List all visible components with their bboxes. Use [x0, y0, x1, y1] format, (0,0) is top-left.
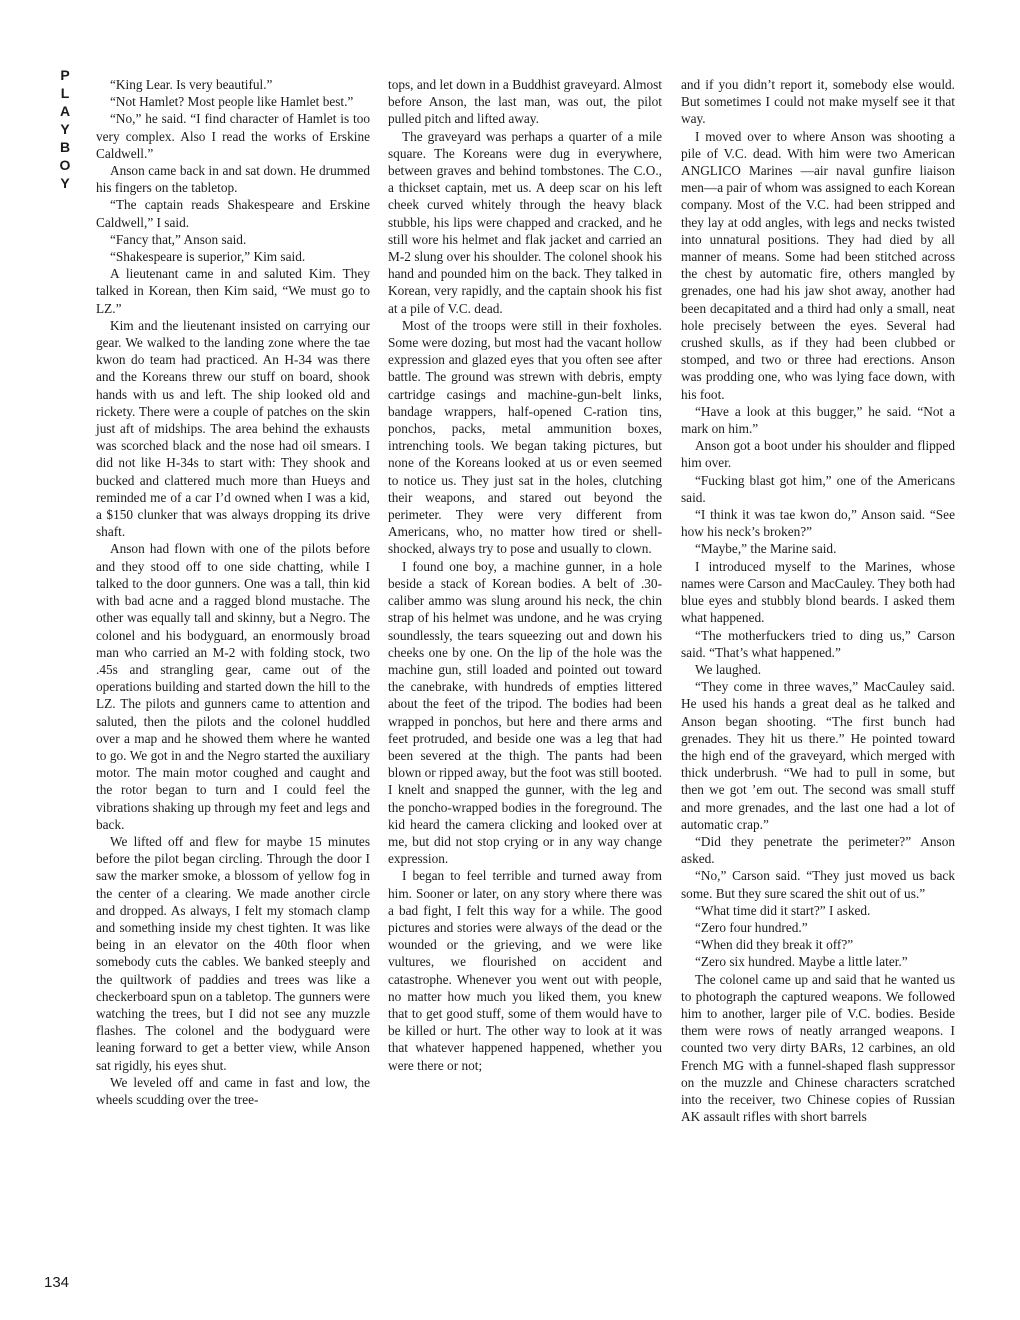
magazine-masthead-vertical — [50, 66, 80, 192]
paragraph: Anson had flown with one of the pilots before and they stood off to one side chatting, while I talked to the door gunners. One was a tall, thin kid with bad acne and a ragged blond mustache. The other was equally tall and skinny, but a Negro. The colonel and his bodyguard, an enormously broad man who carried an M-2 with folding stock, two .45s and strangling gear, came out of the operations building and started down the hill to the LZ. The pilots and gunners came to attention and saluted, then the pilots and the colonel huddled over a map and he showed them where he wanted to go. We got in and the Negro started the auxiliary motor. The main motor coughed and caught and the rotor began to turn and I could feel the vibrations shaking up through my feet and legs and back. — [96, 541, 370, 832]
paragraph: “What time did it start?” I asked. — [695, 902, 871, 918]
paragraph: “Fucking blast got him,” one of the Americans said. — [681, 472, 955, 505]
paragraph: We laughed. — [695, 661, 762, 677]
paragraph: “They come in three waves,” MacCauley said. He used his hands a great deal as he talked and Anson began shooting. “The first bunch had grenades. They hit us there.” He pointed toward the high end of the graveyard, which merged with thick underbrush. “We had to pull in some, but then we got ’em out. The second was small stuff and more grenades, and the last one had a lot of automatic crap.” — [681, 679, 955, 832]
paragraph: “King Lear. Is very beautiful.” — [110, 77, 273, 92]
paragraph: “Have a look at this bugger,” he said. “Not a mark on him.” — [681, 403, 955, 437]
paragraph: Anson came back in and sat down. He drummed his fingers on the tabletop. — [96, 163, 370, 196]
paragraph: I found one boy, a machine gunner, in a hole beside a stack of Korean bodies. A belt of .30-caliber ammo was slung around his neck, the chin strap of his helmet was undone, and he was crying soundlessly, the tears squeezing out and down his cheeks one by one. On the lip of the hole was the machine gun, still loaded and pointed out toward the canebrake, with hundreds of empties littered about the feet of the tripod. The bodies had been wrapped in ponchos, but here and there arms and feet protruded, and beside one was a leg that had been severed at the thigh. The pants had been blown or ripped away, but the foot was still booted. I knelt and snapped the gunner, with the leg and the poncho-wrapped bodies in the foreground. The kid heard the camera clicking and looked over at me, but did not stop crying or in any way change expression. — [388, 558, 662, 867]
paragraph: “Shakespeare is superior,” Kim said. — [110, 249, 306, 265]
paragraph: “I think it was tae kwon do,” Anson said. “See how his neck’s broken?” — [681, 507, 955, 540]
paragraph: I introduced myself to the Marines, whose names were Carson and MacCauley. They both had blue eyes and stubbly blond beards. I asked them what happened. — [681, 558, 955, 626]
masthead-letter: A — [59, 103, 71, 119]
paragraph: “Maybe,” the Marine said. — [695, 541, 837, 557]
masthead-letter: B — [59, 139, 71, 155]
paragraph: We lifted off and flew for maybe 15 minutes before the pilot began circling. Through the door I saw the marker smoke, a blossom of yellow fog in the center of a clearing. We made another circle and dropped. As always, I felt my stomach clamp and something inside my chest tighten. It was like being in an elevator on the 40th floor when somebody cuts the cables. We banked steeply and the quiltwork of paddies and trees was like a checkerboard spun on a tabletop. The gunners were watching the trees, but I did not see any muzzle flashes. The colonel and the bodyguard were leaning forward to get a better view, while Anson sat rigidly, his eyes shut. — [96, 833, 370, 1073]
paragraph: “The motherfuckers tried to ding us,” Carson said. “That’s what happened.” — [681, 627, 955, 660]
paragraph: The colonel came up and said that he wanted us to photograph the captured weapons. We followed him to another, larger pile of V.C. bodies. Beside them were rows of neatly arranged weapons. I counted two very dirty BARs, 12 carbines, an old French MG with a funnel-shaped flash suppressor on the muzzle and Chinese characters scratched into the receiver, two Chinese copies of Russian AK assault rifles with short barrels — [681, 971, 955, 1125]
paragraph: The graveyard was perhaps a quarter of a mile square. The Koreans were dug in everywhere, between graves and behind tombstones. The C.O., a thickset captain, met us. A deep scar on his left cheek curved whitely through the heavy black stubble, his lips were chapped and cracked, and he still wore his helmet and flak jacket and carried an M-2 slung over his shoulder. The colonel shook his hand and pounded him on the back. They talked in Korean, very rapidly, and the captain shook his fist at a pile of V.C. dead. — [388, 128, 662, 316]
paragraph: Most of the troops were still in their foxholes. Some were dozing, but most had the vacant hollow expression and glazed eyes that you often see after battle. The ground was strewn with debris, empty cartridge casings and machine-gun-belt links, bandage wrappers, half-opened C-ration tins, ponchos, packs, metal ammunition boxes, intrenching tools. We began taking pictures, but none of the Koreans looked at us or even seemed to notice us. They just sat in the holes, clutching their weapons, and stared out beyond the perimeter. They were very different from Americans, who, no matter how tired or shell-shocked, always try to pose and usually to clown. — [388, 317, 662, 557]
text-column-3 — [681, 76, 955, 1125]
paragraph: “Fancy that,” Anson said. — [110, 231, 247, 247]
masthead-letter: L — [60, 85, 70, 101]
paragraph: “The captain reads Shakespeare and Erskine Caldwell,” I said. — [96, 197, 370, 230]
masthead-letter: P — [60, 67, 70, 83]
paragraph: “No,” Carson said. “They just moved us back some. But they sure scared the shit out of us.” — [681, 868, 955, 901]
text-column-1 — [96, 76, 370, 1108]
paragraph: “No,” he said. “I find character of Hamlet is too very complex. Also I read the works of Erskine Caldwell.” — [96, 111, 370, 161]
paragraph: and if you didn’t report it, somebody else would. But sometimes I could not make myself see it that way. — [681, 77, 955, 127]
masthead-letter: Y — [60, 175, 70, 191]
paragraph: “When did they break it off?” — [695, 937, 854, 953]
paragraph: A lieutenant came in and saluted Kim. They talked in Korean, then Kim said, “We must go to LZ.” — [96, 266, 370, 316]
paragraph: I moved over to where Anson was shooting a pile of V.C. dead. With him were two American ANGLICO Marines —air naval gunfire liaison men—a pair of whom was assigned to each Korean company. Most of the V.C. had been stripped and they lay at odd angles, with legs and necks twisted into unnatural positions. They had died by all manner of means. Some had been stitched across the chest by automatic fire, others mangled by grenades, one had his jaw shot away, another had been decapitated and a third had only a small, neat hole precisely between the eyes. Several had crushed skulls, as if they had been clubbed or stomped, and two or three had erections. Anson was prodding one, who was lying face down, with his foot. — [681, 128, 955, 402]
paragraph: Anson got a boot under his shoulder and flipped him over. — [681, 438, 955, 471]
paragraph: “Zero six hundred. Maybe a little later.” — [695, 954, 908, 970]
masthead-letter: Y — [60, 121, 70, 137]
paragraph: “Did they penetrate the perimeter?” Anson asked. — [681, 833, 955, 867]
masthead-letter: O — [59, 157, 71, 173]
paragraph: We leveled off and came in fast and low, the wheels scudding over the tree- — [96, 1074, 370, 1107]
paragraph: I began to feel terrible and turned away from him. Sooner or later, on any story where there was a bad fight, I felt this way for a while. The good pictures and stories were always of the dead or the wounded or the grieving, and we were like vultures, we flourished on accident and catastrophe. Whenever you went out with people, no matter how much you liked them, you knew that to get good stuff, some of them would have to be killed or hurt. The other way to look at it was that whatever happened happened, whether you were there or not; — [388, 868, 662, 1073]
paragraph: “Not Hamlet? Most people like Hamlet best.” — [110, 94, 354, 110]
paragraph: Kim and the lieutenant insisted on carrying our gear. We walked to the landing zone where the tae kwon do team had practiced. An H-34 was there and the Koreans threw our stuff on board, shook hands with us and left. The ship looked old and rickety. There were a couple of patches on the skin just aft of midships. The area behind the exhausts was scorched black and the nose had oil smears. I did not like H-34s to start with: They shook and bucked and clattered much more than Hueys and reminded me of a car I’d owned when I was a kid, a $150 clunker that was always dropping its drive shaft. — [96, 317, 370, 540]
paragraph: tops, and let down in a Buddhist graveyard. Almost before Anson, the last man, was out, the pilot pulled pitch and lifted away. — [388, 77, 662, 127]
paragraph: “Zero four hundred.” — [695, 919, 808, 935]
page-number: 134 — [44, 1274, 70, 1291]
text-column-2 — [388, 76, 662, 1074]
